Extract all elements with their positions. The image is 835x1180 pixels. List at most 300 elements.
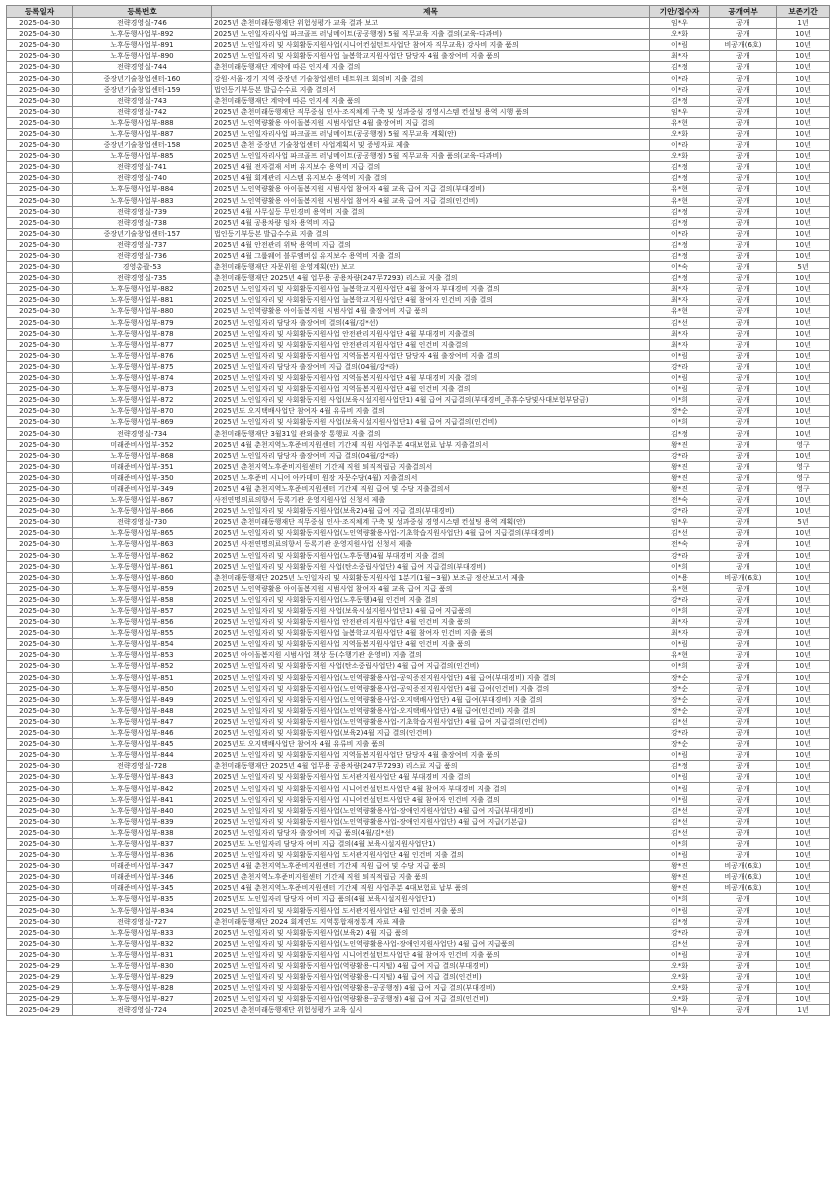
cell-drafter: 임*우: [650, 18, 710, 29]
cell-date: 2025-04-30: [7, 805, 73, 816]
cell-reg-no: 중장년기술창업센터-160: [73, 73, 212, 84]
cell-drafter: 왕*진: [650, 883, 710, 894]
cell-drafter: 왕*진: [650, 861, 710, 872]
cell-retention: 10년: [777, 572, 830, 583]
cell-reg-no: 노후동행사업부-838: [73, 827, 212, 838]
table-row: [7, 384, 830, 395]
cell-retention: 10년: [777, 295, 830, 306]
cell-drafter: 강*라: [650, 450, 710, 461]
cell-title: 2025년 노후준비 시니어 아카데미 원장 자문수당(4월) 지출결의서: [212, 472, 650, 483]
cell-reg-no: 노후동행사업부-874: [73, 373, 212, 384]
header-drafter: 기안/접수자: [650, 6, 710, 18]
cell-disclosure: 공개: [710, 384, 777, 395]
document-register: [6, 5, 829, 1016]
cell-reg-no: 노후동행사업부-860: [73, 572, 212, 583]
cell-date: 2025-04-30: [7, 872, 73, 883]
cell-date: 2025-04-30: [7, 273, 73, 284]
table-row: [7, 350, 830, 361]
cell-disclosure: 공개: [710, 273, 777, 284]
cell-date: 2025-04-30: [7, 406, 73, 417]
header-reg-no: 등록번호: [73, 6, 212, 18]
cell-drafter: 유*현: [650, 650, 710, 661]
cell-retention: 10년: [777, 561, 830, 572]
table-row: [7, 827, 830, 838]
cell-disclosure: 공개: [710, 694, 777, 705]
cell-disclosure: 공개: [710, 395, 777, 406]
cell-disclosure: 공개: [710, 373, 777, 384]
cell-date: 2025-04-30: [7, 583, 73, 594]
table-row: [7, 872, 830, 883]
cell-reg-no: 노후동행사업부-839: [73, 816, 212, 827]
table-row: [7, 605, 830, 616]
table-row: [7, 328, 830, 339]
cell-title: 2025년 노인역량활용 아이돌봄지원 시범사업 참여자 4월 교육 급여 지급 결의(인건비): [212, 195, 650, 206]
table-row: [7, 250, 830, 261]
table-row: [7, 661, 830, 672]
cell-drafter: 최*자: [650, 617, 710, 628]
cell-date: 2025-04-30: [7, 628, 73, 639]
header-row: [7, 6, 830, 18]
cell-drafter: 최*자: [650, 628, 710, 639]
cell-retention: 10년: [777, 306, 830, 317]
cell-reg-no: 노후동행사업부-891: [73, 40, 212, 51]
cell-retention: 10년: [777, 84, 830, 95]
table-row: [7, 206, 830, 217]
cell-reg-no: 노후동행사업부-892: [73, 29, 212, 40]
cell-reg-no: 노후동행사업부-844: [73, 750, 212, 761]
cell-date: 2025-04-30: [7, 838, 73, 849]
cell-date: 2025-04-30: [7, 250, 73, 261]
cell-title: 2025년 노인일자리 및 사회활동지원사업 안전관리지원사업단 4월 인건비 지출결의: [212, 339, 650, 350]
cell-disclosure: 공개: [710, 262, 777, 273]
cell-drafter: 왕*진: [650, 483, 710, 494]
cell-disclosure: 공개: [710, 705, 777, 716]
cell-disclosure: 공개: [710, 284, 777, 295]
cell-retention: 10년: [777, 317, 830, 328]
cell-retention: 10년: [777, 373, 830, 384]
cell-date: 2025-04-30: [7, 694, 73, 705]
cell-retention: 10년: [777, 594, 830, 605]
cell-retention: 10년: [777, 73, 830, 84]
cell-disclosure: 공개: [710, 783, 777, 794]
cell-reg-no: 노후동행사업부-866: [73, 506, 212, 517]
cell-retention: 10년: [777, 617, 830, 628]
cell-drafter: 이*림: [650, 905, 710, 916]
cell-date: 2025-04-30: [7, 495, 73, 506]
cell-drafter: 이*라: [650, 228, 710, 239]
cell-title: 춘천미래동행재단 3월31일 관외출장 통행료 지출 결의: [212, 428, 650, 439]
table-row: [7, 395, 830, 406]
table-row: [7, 539, 830, 550]
cell-retention: 10년: [777, 106, 830, 117]
cell-reg-no: 노후동행사업부-835: [73, 894, 212, 905]
cell-reg-no: 전략경영실-746: [73, 18, 212, 29]
cell-reg-no: 노후동행사업부-859: [73, 583, 212, 594]
header-date: 등록일자: [7, 6, 73, 18]
cell-retention: 10년: [777, 384, 830, 395]
table-row: [7, 750, 830, 761]
cell-drafter: 강*라: [650, 728, 710, 739]
cell-reg-no: 노후동행사업부-831: [73, 949, 212, 960]
cell-drafter: 김*정: [650, 95, 710, 106]
cell-drafter: 이*희: [650, 561, 710, 572]
cell-reg-no: 노후동행사업부-833: [73, 927, 212, 938]
cell-date: 2025-04-30: [7, 18, 73, 29]
cell-title: 2025년 노인일자리 및 사회활동지원사업 도서관지원사업단 4월 인건비 지출 결의: [212, 850, 650, 861]
cell-reg-no: 미래준비사업부-347: [73, 861, 212, 872]
cell-retention: 10년: [777, 40, 830, 51]
cell-date: 2025-04-30: [7, 905, 73, 916]
cell-drafter: 김*선: [650, 805, 710, 816]
cell-disclosure: 공개: [710, 794, 777, 805]
cell-retention: 10년: [777, 406, 830, 417]
cell-date: 2025-04-30: [7, 861, 73, 872]
cell-drafter: 오*화: [650, 994, 710, 1005]
cell-reg-no: 노후동행사업부-884: [73, 184, 212, 195]
cell-retention: 10년: [777, 95, 830, 106]
cell-retention: 10년: [777, 960, 830, 971]
cell-drafter: 이*희: [650, 605, 710, 616]
cell-drafter: 이*숙: [650, 262, 710, 273]
cell-reg-no: 노후동행사업부-843: [73, 772, 212, 783]
cell-drafter: 오*화: [650, 29, 710, 40]
cell-disclosure: 공개: [710, 905, 777, 916]
cell-title: 2025년 4월 공용차량 임차 용역비 지급: [212, 217, 650, 228]
cell-date: 2025-04-30: [7, 794, 73, 805]
cell-reg-no: 전략경영실-736: [73, 250, 212, 261]
table-row: [7, 594, 830, 605]
table-row: [7, 838, 830, 849]
cell-reg-no: 노후동행사업부-856: [73, 617, 212, 628]
cell-retention: 10년: [777, 916, 830, 927]
cell-title: 2025년 노인일자리 및 사회활동지원사업(노인역량활용사업-기초학습지원사업단) 4월 급여 지급결의(인건비): [212, 716, 650, 727]
cell-reg-no: 노후동행사업부-857: [73, 605, 212, 616]
table-row: [7, 550, 830, 561]
cell-disclosure: 공개: [710, 239, 777, 250]
cell-reg-no: 노후동행사업부-862: [73, 550, 212, 561]
cell-disclosure: 공개: [710, 628, 777, 639]
cell-drafter: 김*정: [650, 761, 710, 772]
cell-date: 2025-04-30: [7, 661, 73, 672]
cell-drafter: 김*선: [650, 716, 710, 727]
cell-title: 2025년 노인일자리 및 사회활동지원사업 늘봄학교지원사업단 담당자 4월 출장여비 지출 품의: [212, 51, 650, 62]
table-row: [7, 495, 830, 506]
cell-date: 2025-04-30: [7, 561, 73, 572]
cell-disclosure: 비공개(6호): [710, 572, 777, 583]
cell-title: 2025년 사전연명의료의향서 등록기관 운영지원사업 신청서 제출: [212, 539, 650, 550]
cell-reg-no: 전략경영실-734: [73, 428, 212, 439]
cell-reg-no: 미래준비사업부-350: [73, 472, 212, 483]
cell-title: 2025년 4월 그룹웨어 블루엠버십 유지보수 용역비 지출 결의: [212, 250, 650, 261]
cell-date: 2025-04-30: [7, 450, 73, 461]
cell-reg-no: 노후동행사업부-848: [73, 705, 212, 716]
cell-title: 2025년 노인일자리 및 사회활동지원사업(보육2)4월 지급 결의(인건비): [212, 728, 650, 739]
cell-title: 2025년 노인일자리 및 사회활동지원사업 지역돌봄지원사업단 4월 인건비 지출 품의: [212, 639, 650, 650]
table-row: [7, 128, 830, 139]
cell-drafter: 장*순: [650, 705, 710, 716]
cell-title: 춘천미래동행재단 계약에 따른 인지세 지출 품의: [212, 95, 650, 106]
cell-disclosure: 공개: [710, 217, 777, 228]
cell-title: 2025년도 오지택배사업단 참여자 4월 유류비 지출 결의: [212, 406, 650, 417]
table-row: [7, 772, 830, 783]
cell-title: 2025년 4월 안전관리 위탁 용역비 지급 결의: [212, 239, 650, 250]
cell-title: 2025년 노인일자리 및 사회활동지원사업(역량활용-공공행정) 4월 급여 지급 결의(부대경비): [212, 983, 650, 994]
cell-title: 2025년 노인일자리 및 사회활동지원사업 시니어컨설턴트사업단 4월 참여자 부대경비 지출 결의: [212, 783, 650, 794]
cell-drafter: 김*정: [650, 250, 710, 261]
cell-title: 2025년 노인일자리 및 사회활동지원사업(노인역량활용사업-오지택배사업단) 4월 급여(인건비) 지출 결의: [212, 705, 650, 716]
cell-drafter: 이*림: [650, 949, 710, 960]
cell-retention: 10년: [777, 883, 830, 894]
cell-reg-no: 경영총괄-53: [73, 262, 212, 273]
cell-title: 2025년 노인일자리 및 사회활동지원 사업(탄소중립사업단) 4월 급여 지급결의(부대경비): [212, 561, 650, 572]
cell-title: 2025년 노인일자리 및 사회활동지원사업 늘봄학교지원사업단 4월 참여자 인건비 지출 품의: [212, 628, 650, 639]
cell-date: 2025-04-30: [7, 716, 73, 727]
cell-drafter: 최*자: [650, 284, 710, 295]
table-row: [7, 406, 830, 417]
table-row: [7, 18, 830, 29]
table-row: [7, 561, 830, 572]
table-row: [7, 506, 830, 517]
cell-disclosure: 공개: [710, 927, 777, 938]
cell-reg-no: 전략경영실-742: [73, 106, 212, 117]
cell-drafter: 이*용: [650, 572, 710, 583]
cell-reg-no: 노후동행사업부-858: [73, 594, 212, 605]
cell-date: 2025-04-30: [7, 605, 73, 616]
cell-drafter: 이*희: [650, 661, 710, 672]
cell-retention: 10년: [777, 539, 830, 550]
cell-date: 2025-04-30: [7, 750, 73, 761]
cell-date: 2025-04-30: [7, 73, 73, 84]
cell-title: 2025년 노인일자리 및 사회활동지원사업 지역돌봄지원사업단 담당자 4월 출장여비 지출 결의: [212, 350, 650, 361]
cell-title: 2025년 노인역량활용 아이돌봄지원 시범사업단 4월 출장여비 지급 결의: [212, 117, 650, 128]
cell-date: 2025-04-30: [7, 949, 73, 960]
cell-reg-no: 노후동행사업부-845: [73, 739, 212, 750]
cell-disclosure: 공개: [710, 506, 777, 517]
cell-retention: 10년: [777, 29, 830, 40]
table-row: [7, 461, 830, 472]
cell-date: 2025-04-29: [7, 994, 73, 1005]
cell-drafter: 김*정: [650, 206, 710, 217]
table-row: [7, 228, 830, 239]
cell-title: 2025년 4월 사무실등 무인경비 용역비 지출 결의: [212, 206, 650, 217]
cell-reg-no: 노후동행사업부-849: [73, 694, 212, 705]
cell-date: 2025-04-30: [7, 739, 73, 750]
cell-drafter: 이*림: [650, 373, 710, 384]
cell-disclosure: 공개: [710, 683, 777, 694]
cell-retention: 10년: [777, 661, 830, 672]
cell-date: 2025-04-30: [7, 506, 73, 517]
cell-drafter: 김*정: [650, 217, 710, 228]
cell-retention: 10년: [777, 949, 830, 960]
cell-disclosure: 비공개(6호): [710, 872, 777, 883]
cell-title: 2025년 노인일자리 및 사회활동지원사업(역량활용-디지털) 4월 급여 지급 결의(인건비): [212, 972, 650, 983]
table-row: [7, 140, 830, 151]
table-row: [7, 106, 830, 117]
cell-date: 2025-04-30: [7, 106, 73, 117]
cell-retention: 10년: [777, 772, 830, 783]
cell-date: 2025-04-30: [7, 672, 73, 683]
cell-drafter: 강*라: [650, 550, 710, 561]
cell-drafter: 유*현: [650, 195, 710, 206]
cell-retention: 10년: [777, 51, 830, 62]
cell-disclosure: 공개: [710, 306, 777, 317]
table-row: [7, 317, 830, 328]
cell-disclosure: 공개: [710, 184, 777, 195]
cell-title: 2025년 노인일자리사업 파크골프 러닝메이트(공공행정) 5월 직무교육 지출 품의(교육-다과비): [212, 151, 650, 162]
cell-drafter: 강*라: [650, 361, 710, 372]
cell-drafter: 강*라: [650, 506, 710, 517]
cell-reg-no: 노후동행사업부-878: [73, 328, 212, 339]
table-row: [7, 439, 830, 450]
cell-disclosure: 공개: [710, 495, 777, 506]
table-row: [7, 927, 830, 938]
cell-drafter: 이*림: [650, 850, 710, 861]
cell-reg-no: 노후동행사업부-890: [73, 51, 212, 62]
cell-reg-no: 노후동행사업부-881: [73, 295, 212, 306]
cell-retention: 10년: [777, 550, 830, 561]
cell-date: 2025-04-30: [7, 617, 73, 628]
cell-date: 2025-04-29: [7, 1005, 73, 1016]
cell-disclosure: 공개: [710, 328, 777, 339]
cell-drafter: 이*희: [650, 894, 710, 905]
cell-reg-no: 노후동행사업부-854: [73, 639, 212, 650]
cell-retention: 10년: [777, 605, 830, 616]
table-row: [7, 960, 830, 971]
cell-reg-no: 미래준비사업부-346: [73, 872, 212, 883]
cell-drafter: 김*정: [650, 173, 710, 184]
cell-title: 2025년 노인일자리 및 사회활동지원사업(역량활용-공공행정) 4월 급여 지급 결의(인건비): [212, 994, 650, 1005]
cell-reg-no: 노후동행사업부-887: [73, 128, 212, 139]
cell-date: 2025-04-30: [7, 95, 73, 106]
cell-drafter: 이*림: [650, 783, 710, 794]
cell-disclosure: 공개: [710, 250, 777, 261]
cell-reg-no: 노후동행사업부-847: [73, 716, 212, 727]
cell-date: 2025-04-30: [7, 373, 73, 384]
cell-retention: 10년: [777, 206, 830, 217]
table-row: [7, 162, 830, 173]
cell-disclosure: 공개: [710, 827, 777, 838]
cell-retention: 10년: [777, 583, 830, 594]
cell-title: 2025년 노인일자리 및 사회활동지원사업(노인역량활용사업-기초학습지원사업단) 4월 급여 지급결의(부대경비): [212, 528, 650, 539]
cell-retention: 10년: [777, 628, 830, 639]
cell-date: 2025-04-30: [7, 395, 73, 406]
cell-title: 2025년 노인일자리 및 사회활동지원사업 늘봄학교지원사업단 4월 참여자 인건비 지출 결의: [212, 295, 650, 306]
cell-title: 춘천미래동행재단 2025년 4월 업무용 공용차량(247무7293) 리스료 지급 품의: [212, 761, 650, 772]
cell-retention: 10년: [777, 639, 830, 650]
cell-disclosure: 공개: [710, 850, 777, 861]
table-row: [7, 905, 830, 916]
cell-reg-no: 노후동행사업부-868: [73, 450, 212, 461]
cell-drafter: 오*화: [650, 983, 710, 994]
table-row: [7, 195, 830, 206]
cell-date: 2025-04-30: [7, 894, 73, 905]
table-row: [7, 339, 830, 350]
cell-date: 2025-04-30: [7, 772, 73, 783]
cell-retention: 10년: [777, 128, 830, 139]
cell-disclosure: 공개: [710, 350, 777, 361]
cell-retention: 10년: [777, 927, 830, 938]
cell-title: 2025년 4월 춘천지역노후준비지원센터 기간제 직원 사업주분 4대보험료 납부 지출결의서: [212, 439, 650, 450]
cell-title: 2025년 춘천 중장년 기술창업센터 사업계획서 및 증빙자료 제출: [212, 140, 650, 151]
cell-date: 2025-04-30: [7, 361, 73, 372]
cell-disclosure: 공개: [710, 661, 777, 672]
table-row: [7, 949, 830, 960]
cell-date: 2025-04-30: [7, 927, 73, 938]
cell-date: 2025-04-30: [7, 284, 73, 295]
cell-reg-no: 노후동행사업부-880: [73, 306, 212, 317]
cell-disclosure: 비공개(6호): [710, 861, 777, 872]
cell-title: 2025년 노인일자리 및 사회활동지원사업(보육2) 4월 지급 품의: [212, 927, 650, 938]
table-row: [7, 217, 830, 228]
table-row: [7, 783, 830, 794]
cell-reg-no: 노후동행사업부-837: [73, 838, 212, 849]
cell-title: 2025년 춘천미래동행재단 직무중심 인사·조직체계 구축 및 성과중심 경영시스템 컨설팅 용역 계획(안): [212, 517, 650, 528]
cell-title: 2025년 노인일자리 및 사회활동지원사업(노후동행)4월 인건비 지출 결의: [212, 594, 650, 605]
cell-date: 2025-04-30: [7, 916, 73, 927]
cell-date: 2025-04-30: [7, 539, 73, 550]
cell-drafter: 왕*진: [650, 872, 710, 883]
cell-title: 2025년 4월 춘천지역노후준비지원센터 기간제 직원 사업주분 4대보험료 납부 품의: [212, 883, 650, 894]
cell-retention: 영구: [777, 472, 830, 483]
cell-title: 2025년 노인일자리 및 사회활동지원 사업(보육시설지원사업단1) 4월 급여 지급결의(인건비): [212, 417, 650, 428]
cell-reg-no: 전략경영실-738: [73, 217, 212, 228]
cell-disclosure: 공개: [710, 617, 777, 628]
cell-retention: 10년: [777, 395, 830, 406]
cell-drafter: 임*우: [650, 1005, 710, 1016]
cell-disclosure: 공개: [710, 339, 777, 350]
cell-title: 2025년 노인일자리 및 사회활동지원 사업(보육시설지원사업단1) 4월 급여 지급결의(부대경비_주휴수당및사대보험부담금): [212, 395, 650, 406]
table-row: [7, 650, 830, 661]
cell-reg-no: 노후동행사업부-885: [73, 151, 212, 162]
cell-retention: 10년: [777, 816, 830, 827]
cell-disclosure: 공개: [710, 583, 777, 594]
cell-title: 2025년 노인일자리 및 사회활동지원사업 지역돌봄지원사업단 4월 인건비 지출 결의: [212, 384, 650, 395]
table-row: [7, 816, 830, 827]
cell-reg-no: 노후동행사업부-842: [73, 783, 212, 794]
cell-retention: 10년: [777, 151, 830, 162]
cell-disclosure: 공개: [710, 128, 777, 139]
cell-drafter: 유*현: [650, 117, 710, 128]
cell-title: 2025년 노인일자리 및 사회활동지원사업(노인역량활용사업-오지택배사업단) 4월 급여(부대경비) 지출 결의: [212, 694, 650, 705]
cell-date: 2025-04-30: [7, 683, 73, 694]
cell-drafter: 전*숙: [650, 539, 710, 550]
cell-reg-no: 미래준비사업부-351: [73, 461, 212, 472]
cell-retention: 5년: [777, 262, 830, 273]
cell-disclosure: 공개: [710, 406, 777, 417]
cell-title: 2025년도 노인일자리 담당자 여비 지급 결의(4월 보육시설지원사업단1): [212, 838, 650, 849]
cell-date: 2025-04-30: [7, 417, 73, 428]
cell-retention: 10년: [777, 683, 830, 694]
cell-disclosure: 공개: [710, 18, 777, 29]
cell-disclosure: 공개: [710, 51, 777, 62]
table-row: [7, 95, 830, 106]
cell-date: 2025-04-30: [7, 550, 73, 561]
table-row: [7, 184, 830, 195]
cell-reg-no: 노후동행사업부-829: [73, 972, 212, 983]
cell-drafter: 전*숙: [650, 495, 710, 506]
cell-date: 2025-04-30: [7, 350, 73, 361]
cell-date: 2025-04-30: [7, 883, 73, 894]
cell-drafter: 왕*진: [650, 439, 710, 450]
cell-title: 2025년 노인일자리 및 사회활동지원 사업(보육시설지원사업단1) 4월 급여 지급품의: [212, 605, 650, 616]
cell-disclosure: 비공개(6호): [710, 40, 777, 51]
table-row: [7, 705, 830, 716]
cell-reg-no: 미래준비사업부-352: [73, 439, 212, 450]
cell-drafter: 이*희: [650, 838, 710, 849]
cell-reg-no: 중장년기술창업센터-158: [73, 140, 212, 151]
table-row: [7, 450, 830, 461]
cell-date: 2025-04-30: [7, 29, 73, 40]
